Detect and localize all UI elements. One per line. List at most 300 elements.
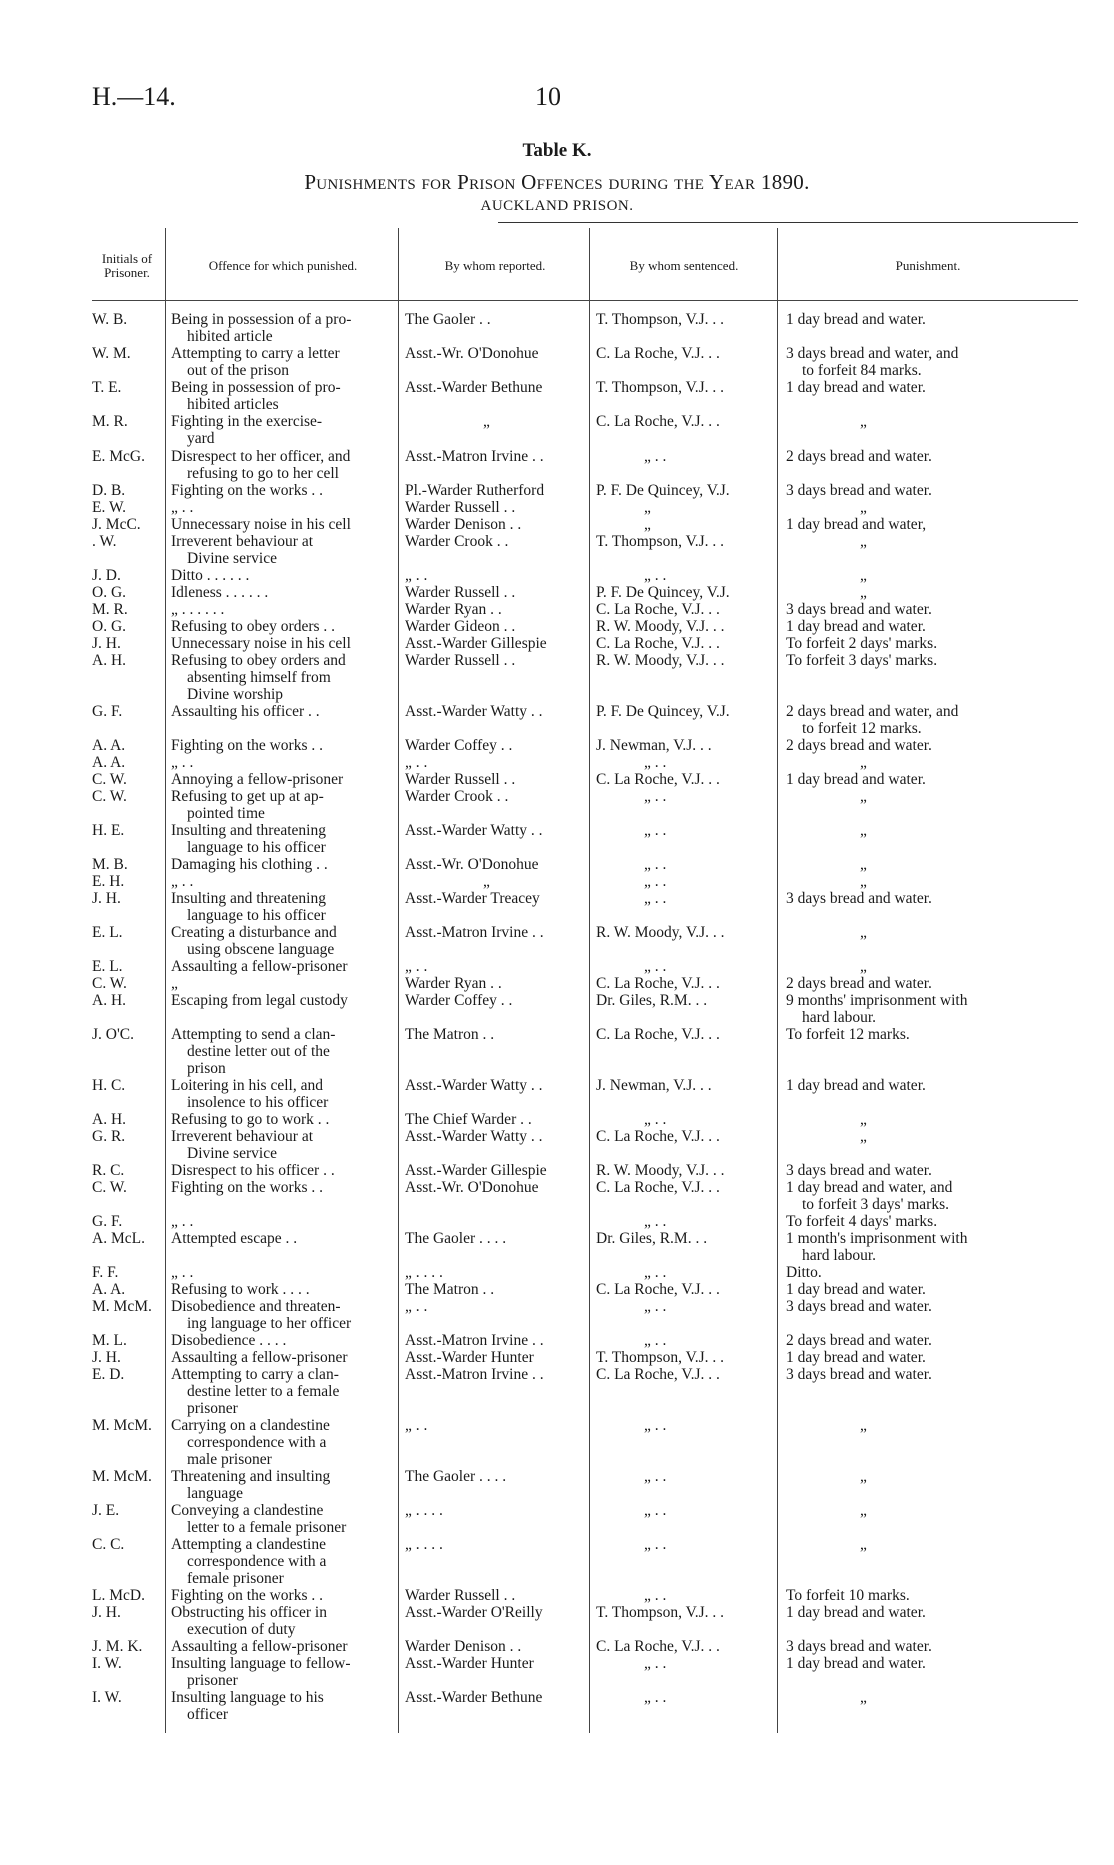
- punishment-cell: [786, 449, 1026, 466]
- reported-by: Warder Coffey . .: [405, 737, 513, 754]
- offence-cell: [171, 1282, 395, 1299]
- punishment-cell: [786, 993, 1026, 1027]
- prisoner-initials: M. R.: [92, 413, 128, 430]
- punishment-line: „: [860, 499, 867, 516]
- prisoner-initials: C. W.: [92, 788, 127, 805]
- punishment-line: 1 month's imprisonment with: [786, 1230, 968, 1247]
- reported-by: Asst.-Warder Watty . .: [405, 1077, 543, 1094]
- sentenced-by: „ . .: [644, 1264, 667, 1281]
- offence-line: out of the prison: [187, 361, 290, 379]
- offence-line: „ . .: [171, 499, 194, 516]
- reported-by: Asst.-Warder Hunter: [405, 1349, 534, 1366]
- punishment-line: 3 days bread and water.: [786, 1366, 932, 1383]
- punishment-cell: [786, 653, 1026, 670]
- reported-by: Asst.-Warder Hunter: [405, 1655, 534, 1672]
- prisoner-initials: M. B.: [92, 856, 128, 873]
- sentenced-by: C. La Roche, V.J. . .: [596, 1366, 720, 1383]
- offence-cell: [171, 755, 395, 772]
- sentenced-by: „ . .: [644, 958, 667, 975]
- reported-by: Warder Russell . .: [405, 499, 516, 516]
- sentenced-by: „ . .: [644, 1298, 667, 1315]
- punishment-cell: [786, 1350, 1026, 1367]
- sentenced-by: „: [644, 516, 651, 533]
- punishment-cell: [786, 517, 1026, 534]
- sentenced-by: „ . .: [644, 873, 667, 890]
- punishment-line: „: [860, 1417, 867, 1434]
- offence-line: pointed time: [187, 804, 265, 822]
- offence-cell: [171, 1418, 395, 1468]
- offence-line: Refusing to obey orders and: [171, 652, 346, 669]
- punishment-cell: [786, 312, 1026, 329]
- offence-line: Ditto . . . . . .: [171, 567, 250, 584]
- punishment-line: to forfeit 12 marks.: [802, 719, 922, 737]
- offence-line: Loitering in his cell, and: [171, 1077, 323, 1094]
- punishment-cell: [786, 534, 1026, 551]
- reported-by: Warder Crook . .: [405, 788, 509, 805]
- punishment-cell: [786, 500, 1026, 517]
- punishment-line: 3 days bread and water.: [786, 890, 932, 907]
- punishment-cell: [786, 483, 1026, 500]
- sentenced-by: C. La Roche, V.J. . .: [596, 345, 720, 362]
- reported-by: Asst.-Warder Watty . .: [405, 703, 543, 720]
- punishment-line: „: [860, 924, 867, 941]
- offence-cell: [171, 823, 395, 857]
- sentenced-by: C. La Roche, V.J. . .: [596, 601, 720, 618]
- prisoner-initials: W. M.: [92, 345, 131, 362]
- prisoner-initials: M. R.: [92, 601, 128, 618]
- offence-cell: [171, 772, 395, 789]
- offence-line: Divine service: [187, 549, 277, 567]
- punishment-line: „: [860, 822, 867, 839]
- offence-line: officer: [187, 1705, 229, 1723]
- sentenced-by: R. W. Moody, V.J. . .: [596, 924, 725, 941]
- reported-by: Asst.-Wr. O'Donohue: [405, 856, 539, 873]
- offence-cell: [171, 517, 395, 534]
- offence-cell: [171, 1367, 395, 1417]
- offence-line: absenting himself from: [187, 668, 331, 686]
- offence-line: prisoner: [187, 1399, 238, 1417]
- prisoner-initials: A. McL.: [92, 1230, 145, 1247]
- punishment-cell: [786, 1299, 1026, 1316]
- punishment-cell: [786, 738, 1026, 755]
- punishment-line: „: [860, 533, 867, 550]
- sentenced-by: T. Thompson, V.J. . .: [596, 533, 725, 550]
- offence-line: Assaulting a fellow-prisoner: [171, 958, 348, 975]
- punishment-line: 3 days bread and water.: [786, 601, 932, 618]
- sentenced-by: „ . .: [644, 822, 667, 839]
- punishment-line: „: [860, 958, 867, 975]
- sentenced-by: „ . .: [644, 1332, 667, 1349]
- offence-line: Disrespect to his officer . .: [171, 1162, 335, 1179]
- sentenced-by: „ . .: [644, 1502, 667, 1519]
- offence-cell: [171, 874, 395, 891]
- reported-by: Warder Crook . .: [405, 533, 509, 550]
- offence-cell: [171, 1112, 395, 1129]
- prisoner-initials: G. R.: [92, 1128, 126, 1145]
- punishment-line: „: [860, 413, 867, 430]
- sentenced-by: R. W. Moody, V.J. . .: [596, 618, 725, 635]
- punishment-line: To forfeit 3 days' marks.: [786, 652, 938, 669]
- offence-line: Damaging his clothing . .: [171, 856, 328, 873]
- punishment-cell: [786, 636, 1026, 653]
- prisoner-initials: R. C.: [92, 1162, 125, 1179]
- punishment-line: 1 day bread and water.: [786, 1604, 926, 1621]
- offence-line: Obstructing his officer in: [171, 1604, 327, 1621]
- column-divider: [398, 228, 399, 1733]
- sentenced-by: C. La Roche, V.J. . .: [596, 1179, 720, 1196]
- offence-line: correspondence with a: [187, 1552, 327, 1570]
- prisoner-initials: J. E.: [92, 1502, 120, 1519]
- punishment-line: „: [860, 1468, 867, 1485]
- punishment-cell: [786, 1333, 1026, 1350]
- reported-by: „: [483, 413, 490, 430]
- prisoner-initials: E. W.: [92, 499, 127, 516]
- punishment-cell: [786, 1231, 1026, 1265]
- prisoner-initials: E. D.: [92, 1366, 125, 1383]
- offence-line: yard: [187, 429, 215, 447]
- sentenced-by: „ . .: [644, 448, 667, 465]
- prisoner-initials: F. F.: [92, 1264, 119, 1281]
- sentenced-by: P. F. De Quincey, V.J.: [596, 584, 730, 601]
- offence-cell: [171, 312, 395, 346]
- offence-line: destine letter to a female: [187, 1382, 340, 1400]
- prisoner-initials: C. W.: [92, 975, 127, 992]
- offence-cell: [171, 636, 395, 653]
- reported-by: Pl.-Warder Rutherford: [405, 482, 545, 499]
- punishment-line: „: [860, 584, 867, 601]
- reported-by: Asst.-Warder Treacey: [405, 890, 540, 907]
- offence-line: Being in possession of a pro-: [171, 311, 352, 328]
- offence-cell: [171, 483, 395, 500]
- offence-cell: [171, 449, 395, 483]
- punishment-cell: [786, 1588, 1026, 1605]
- prisoner-initials: J. D.: [92, 567, 121, 584]
- punishment-line: 9 months' imprisonment with: [786, 992, 968, 1009]
- punishment-cell: [786, 1027, 1026, 1044]
- sentenced-by: C. La Roche, V.J. . .: [596, 413, 720, 430]
- offence-line: Insulting language to fellow-: [171, 1655, 351, 1672]
- punishment-cell: [786, 1690, 1026, 1707]
- table-title: Table K.: [522, 140, 592, 161]
- sentenced-by: „ . .: [644, 1213, 667, 1230]
- punishment-line: hard labour.: [802, 1246, 877, 1264]
- punishment-cell: [786, 1282, 1026, 1299]
- offence-line: Being in possession of pro-: [171, 379, 341, 396]
- offence-line: „: [171, 975, 178, 992]
- punishment-line: „: [860, 1689, 867, 1706]
- punishment-line: „: [860, 856, 867, 873]
- offence-cell: [171, 1588, 395, 1605]
- punishment-cell: [786, 1656, 1026, 1673]
- offence-line: „ . .: [171, 1264, 194, 1281]
- offence-line: letter to a female prisoner: [187, 1518, 347, 1536]
- sentenced-by: R. W. Moody, V.J. . .: [596, 652, 725, 669]
- offence-cell: [171, 346, 395, 380]
- sentenced-by: „ . .: [644, 1689, 667, 1706]
- sentenced-by: „ . .: [644, 1536, 667, 1553]
- reported-by: „: [483, 873, 490, 890]
- punishment-line: „: [860, 1536, 867, 1553]
- punishment-line: „: [860, 1128, 867, 1145]
- sentenced-by: C. La Roche, V.J. . .: [596, 975, 720, 992]
- prisoner-initials: A. H.: [92, 1111, 127, 1128]
- punishment-line: 2 days bread and water, and: [786, 703, 959, 720]
- reported-by: Asst.-Warder Gillespie: [405, 1162, 547, 1179]
- prisoner-initials: I. W.: [92, 1689, 122, 1706]
- sentenced-by: „ . .: [644, 890, 667, 907]
- offence-line: language to his officer: [187, 906, 326, 924]
- sentenced-by: P. F. De Quincey, V.J.: [596, 703, 730, 720]
- column-header-offence: Offence for which punished.: [208, 258, 358, 273]
- prisoner-initials: H. E.: [92, 822, 125, 839]
- punishment-cell: [786, 874, 1026, 891]
- punishment-cell: [786, 891, 1026, 908]
- offence-line: Insulting and threatening: [171, 822, 326, 839]
- punishment-line: 1 day bread and water.: [786, 1281, 926, 1298]
- offence-cell: [171, 1333, 395, 1350]
- prisoner-initials: T. E.: [92, 379, 122, 396]
- sentenced-by: J. Newman, V.J. . .: [596, 737, 712, 754]
- punishment-line: „: [860, 754, 867, 771]
- reported-by: Warder Denison . .: [405, 516, 522, 533]
- prisoner-initials: M. McM.: [92, 1417, 152, 1434]
- punishment-line: 3 days bread and water, and: [786, 345, 959, 362]
- offence-line: Assaulting a fellow-prisoner: [171, 1638, 348, 1655]
- reported-by: Warder Coffey . .: [405, 992, 513, 1009]
- reported-by: Asst.-Matron Irvine . .: [405, 1366, 544, 1383]
- offence-line: Fighting on the works . .: [171, 1179, 323, 1196]
- reported-by: Asst.-Wr. O'Donohue: [405, 1179, 539, 1196]
- reported-by: Warder Ryan . .: [405, 601, 502, 618]
- offence-line: female prisoner: [187, 1569, 284, 1587]
- offence-line: Fighting on the works . .: [171, 482, 323, 499]
- offence-cell: [171, 1214, 395, 1231]
- prisoner-initials: C. W.: [92, 1179, 127, 1196]
- column-header-reported: By whom reported.: [444, 258, 546, 273]
- punishment-line: To forfeit 10 marks.: [786, 1587, 910, 1604]
- sentenced-by: „ . .: [644, 788, 667, 805]
- punishment-cell: [786, 1129, 1026, 1146]
- offence-line: Refusing to work . . . .: [171, 1281, 310, 1298]
- punishment-line: 2 days bread and water.: [786, 975, 932, 992]
- punishment-line: to forfeit 84 marks.: [802, 361, 922, 379]
- reported-by: Asst.-Matron Irvine . .: [405, 1332, 544, 1349]
- punishment-line: 3 days bread and water.: [786, 1638, 932, 1655]
- offence-cell: [171, 1605, 395, 1639]
- prisoner-initials: A. A.: [92, 1281, 126, 1298]
- prisoner-initials: J. H.: [92, 890, 121, 907]
- sentenced-by: „ . .: [644, 1587, 667, 1604]
- punishment-cell: [786, 1367, 1026, 1384]
- reported-by: The Matron . .: [405, 1026, 495, 1043]
- sentenced-by: Dr. Giles, R.M. . .: [596, 1230, 708, 1247]
- punishment-line: „: [860, 1111, 867, 1128]
- punishment-cell: [786, 568, 1026, 585]
- offence-cell: [171, 1503, 395, 1537]
- sentenced-by: „ . .: [644, 567, 667, 584]
- prisoner-initials: G. F.: [92, 703, 123, 720]
- sentenced-by: „ . .: [644, 1417, 667, 1434]
- reported-by: Warder Ryan . .: [405, 975, 502, 992]
- reported-by: Warder Denison . .: [405, 1638, 522, 1655]
- prisoner-initials: M. McM.: [92, 1298, 152, 1315]
- offence-line: Creating a disturbance and: [171, 924, 337, 941]
- punishment-line: 2 days bread and water.: [786, 448, 932, 465]
- reported-by: „ . . . .: [405, 1536, 443, 1553]
- offence-cell: [171, 1656, 395, 1690]
- prisoner-initials: W. B.: [92, 311, 128, 328]
- offence-line: insolence to his officer: [187, 1093, 329, 1111]
- reported-by: „ . .: [405, 754, 428, 771]
- reported-by: Warder Russell . .: [405, 652, 516, 669]
- offence-cell: [171, 619, 395, 636]
- punishment-line: To forfeit 12 marks.: [786, 1026, 910, 1043]
- reported-by: The Gaoler . . . .: [405, 1230, 507, 1247]
- offence-cell: [171, 1163, 395, 1180]
- prisoner-initials: . W.: [92, 533, 117, 550]
- sentenced-by: „: [644, 499, 651, 516]
- offence-line: refusing to go to her cell: [187, 464, 339, 482]
- punishment-cell: [786, 1112, 1026, 1129]
- punishment-line: „: [860, 567, 867, 584]
- table-subtitle: Punishments for Prison Offences during the Year 1890.: [304, 170, 810, 194]
- sentenced-by: R. W. Moody, V.J. . .: [596, 1162, 725, 1179]
- sentenced-by: Dr. Giles, R.M. . .: [596, 992, 708, 1009]
- offence-cell: [171, 891, 395, 925]
- punishment-cell: [786, 414, 1026, 431]
- reported-by: Asst.-Warder Watty . .: [405, 822, 543, 839]
- offence-cell: [171, 976, 395, 993]
- offence-line: „ . .: [171, 873, 194, 890]
- sentenced-by: C. La Roche, V.J. . .: [596, 771, 720, 788]
- prisoner-initials: D. B.: [92, 482, 126, 499]
- punishment-line: 3 days bread and water.: [786, 1298, 932, 1315]
- reported-by: The Gaoler . . . .: [405, 1468, 507, 1485]
- punishment-line: to forfeit 3 days' marks.: [802, 1195, 949, 1213]
- punishment-line: 1 day bread and water.: [786, 379, 926, 396]
- offence-cell: [171, 789, 395, 823]
- offence-cell: [171, 959, 395, 976]
- prisoner-initials: L. McD.: [92, 1587, 145, 1604]
- offence-line: execution of duty: [187, 1620, 296, 1638]
- sentenced-by: C. La Roche, V.J. . .: [596, 1128, 720, 1145]
- punishment-line: „: [860, 873, 867, 890]
- offence-line: Refusing to get up at ap-: [171, 788, 324, 805]
- sentenced-by: T. Thompson, V.J. . .: [596, 379, 725, 396]
- sentenced-by: „ . .: [644, 754, 667, 771]
- punishment-cell: [786, 925, 1026, 942]
- offence-line: Unnecessary noise in his cell: [171, 635, 351, 652]
- sentenced-by: C. La Roche, V.J. . .: [596, 1281, 720, 1298]
- offence-cell: [171, 653, 395, 703]
- offence-line: correspondence with a: [187, 1433, 327, 1451]
- prisoner-initials: A. H.: [92, 652, 127, 669]
- punishment-cell: [786, 857, 1026, 874]
- offence-cell: [171, 1231, 395, 1248]
- punishment-cell: [786, 959, 1026, 976]
- reported-by: „ . .: [405, 567, 428, 584]
- offence-cell: [171, 602, 395, 619]
- reported-by: Warder Gideon . .: [405, 618, 516, 635]
- reported-by: Asst.-Warder Bethune: [405, 1689, 543, 1706]
- reported-by: Warder Russell . .: [405, 584, 516, 601]
- sentenced-by: „ . .: [644, 1468, 667, 1485]
- punishment-cell: [786, 755, 1026, 772]
- prisoner-initials: J. H.: [92, 635, 121, 652]
- punishment-cell: [786, 1537, 1026, 1554]
- reported-by: The Matron . .: [405, 1281, 495, 1298]
- reported-by: Asst.-Warder O'Reilly: [405, 1604, 543, 1621]
- punishment-cell: [786, 704, 1026, 738]
- punishment-line: 3 days bread and water.: [786, 482, 932, 499]
- reported-by: Asst.-Matron Irvine . .: [405, 448, 544, 465]
- punishment-line: To forfeit 4 days' marks.: [786, 1213, 938, 1230]
- punishment-line: 1 day bread and water.: [786, 1077, 926, 1094]
- punishment-line: 1 day bread and water,: [786, 516, 927, 533]
- prisoner-initials: M. McM.: [92, 1468, 152, 1485]
- reported-by: Asst.-Warder Bethune: [405, 379, 543, 396]
- prisoner-initials: A. A.: [92, 737, 126, 754]
- offence-cell: [171, 1350, 395, 1367]
- offence-line: Insulting and threatening: [171, 890, 326, 907]
- punishment-line: „: [860, 788, 867, 805]
- prisoner-initials: E. L.: [92, 924, 123, 941]
- reported-by: Asst.-Warder Gillespie: [405, 635, 547, 652]
- offence-cell: [171, 738, 395, 755]
- prisoner-initials: O. G.: [92, 584, 127, 601]
- punishment-cell: [786, 1180, 1026, 1214]
- offence-line: Fighting on the works . .: [171, 1587, 323, 1604]
- offence-line: „ . .: [171, 754, 194, 771]
- offence-line: Disobedience . . . .: [171, 1332, 287, 1349]
- offence-cell: [171, 1265, 395, 1282]
- offence-line: language to his officer: [187, 838, 326, 856]
- offence-line: Conveying a clandestine: [171, 1502, 324, 1519]
- prisoner-initials: E. McG.: [92, 448, 145, 465]
- punishment-cell: [786, 789, 1026, 806]
- punishment-line: „: [860, 1502, 867, 1519]
- punishment-line: 1 day bread and water.: [786, 1655, 926, 1672]
- offence-line: destine letter out of the: [187, 1042, 330, 1060]
- offence-cell: [171, 1639, 395, 1656]
- reported-by: „ . .: [405, 1417, 428, 1434]
- offence-line: Annoying a fellow-prisoner: [171, 771, 344, 788]
- offence-line: Escaping from legal custody: [171, 992, 348, 1009]
- sentenced-by: C. La Roche, V.J. . .: [596, 1026, 720, 1043]
- header-bottom-rule: [92, 300, 1078, 301]
- offence-cell: [171, 1299, 395, 1333]
- punishment-cell: [786, 1605, 1026, 1622]
- offence-line: Fighting on the works . .: [171, 737, 323, 754]
- prisoner-initials: J. McC.: [92, 516, 141, 533]
- offence-line: ing language to her officer: [187, 1314, 352, 1332]
- prisoner-initials: G. F.: [92, 1213, 123, 1230]
- punishment-line: To forfeit 2 days' marks.: [786, 635, 938, 652]
- offence-line: male prisoner: [187, 1450, 272, 1468]
- reported-by: The Gaoler . .: [405, 311, 491, 328]
- offence-line: Irreverent behaviour at: [171, 1128, 314, 1145]
- top-rule: [498, 222, 1078, 223]
- prisoner-initials: A. H.: [92, 992, 127, 1009]
- offence-cell: [171, 925, 395, 959]
- reported-by: „ . .: [405, 958, 428, 975]
- offence-cell: [171, 380, 395, 414]
- offence-cell: [171, 704, 395, 721]
- offence-line: Disobedience and threaten-: [171, 1298, 341, 1315]
- offence-line: Attempted escape . .: [171, 1230, 298, 1247]
- offence-line: prisoner: [187, 1671, 238, 1689]
- offence-cell: [171, 993, 395, 1010]
